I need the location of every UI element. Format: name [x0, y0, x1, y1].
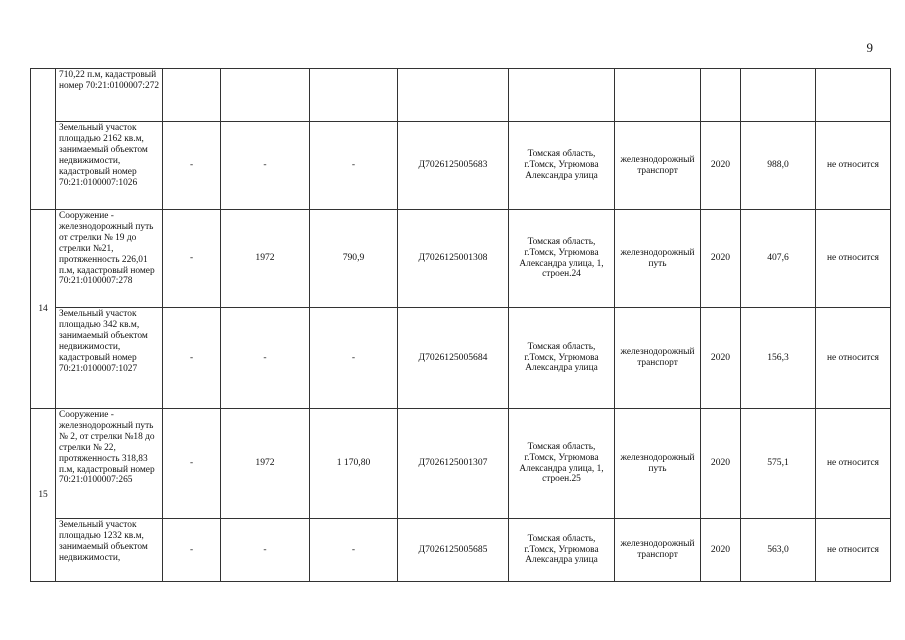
cell-col3: -	[163, 122, 221, 210]
cell-year: -	[221, 519, 310, 582]
cell-value: 407,6	[741, 210, 816, 308]
cell-category: железнодорожный транспорт	[615, 308, 701, 409]
cell-value: 988,0	[741, 122, 816, 210]
cell-area: -	[310, 519, 398, 582]
property-register-table	[30, 68, 891, 582]
cell-address: Томская область, г.Томск, Угрюмова Александра улица, 1, строен.24	[509, 210, 615, 308]
page-number: 9	[866, 40, 873, 55]
cell-code: Д7026125005684	[398, 308, 509, 409]
cell-category: железнодорожный путь	[615, 409, 701, 519]
cell-code	[398, 69, 509, 122]
cell-year: 1972	[221, 210, 310, 308]
cell-col3	[163, 69, 221, 122]
cell-status	[816, 69, 891, 122]
table-row	[31, 409, 891, 519]
table-row	[31, 308, 891, 409]
table-row	[31, 122, 891, 210]
cell-status: не относится	[816, 308, 891, 409]
cell-report-year: 2020	[701, 210, 741, 308]
object-description: Сооружение - железнодорожный путь от стрелки № 19 до стрелки №21, протяженность 226,01 п.м, кадастровый номер 70:21:0100007:278	[56, 210, 163, 308]
cell-status: не относится	[816, 122, 891, 210]
cell-address: Томская область, г.Томск, Угрюмова Александра улица, 1, строен.25	[509, 409, 615, 519]
cell-report-year: 2020	[701, 122, 741, 210]
cell-category: железнодорожный путь	[615, 210, 701, 308]
cell-status: не относится	[816, 210, 891, 308]
cell-value: 563,0	[741, 519, 816, 582]
cell-col3: -	[163, 409, 221, 519]
table-row	[31, 210, 891, 308]
cell-area	[310, 69, 398, 122]
cell-code: Д7026125001307	[398, 409, 509, 519]
cell-area: 790,9	[310, 210, 398, 308]
object-description: Земельный участок площадью 1232 кв.м, занимаемый объектом недвижимости,	[56, 519, 163, 582]
cell-col3: -	[163, 210, 221, 308]
cell-address: Томская область, г.Томск, Угрюмова Александра улица	[509, 308, 615, 409]
cell-year: -	[221, 308, 310, 409]
row-group-number: 14	[31, 210, 56, 409]
cell-code: Д7026125005685	[398, 519, 509, 582]
cell-address: Томская область, г.Томск, Угрюмова Александра улица	[509, 122, 615, 210]
cell-category: железнодорожный транспорт	[615, 122, 701, 210]
cell-value	[741, 69, 816, 122]
cell-category: железнодорожный транспорт	[615, 519, 701, 582]
cell-address: Томская область, г.Томск, Угрюмова Александра улица	[509, 519, 615, 582]
cell-col3: -	[163, 308, 221, 409]
cell-address	[509, 69, 615, 122]
cell-code: Д7026125005683	[398, 122, 509, 210]
cell-status: не относится	[816, 519, 891, 582]
cell-area: -	[310, 122, 398, 210]
cell-code: Д7026125001308	[398, 210, 509, 308]
cell-area: -	[310, 308, 398, 409]
cell-col3: -	[163, 519, 221, 582]
cell-report-year	[701, 69, 741, 122]
object-description: 710,22 п.м, кадастровый номер 70:21:0100007:272	[56, 69, 163, 122]
cell-value: 156,3	[741, 308, 816, 409]
cell-year: -	[221, 122, 310, 210]
object-description: Сооружение - железнодорожный путь № 2, от стрелки №18 до стрелки № 22, протяженность 318,83 п.м, кадастровый номер 70:21:0100007:265	[56, 409, 163, 519]
table-row	[31, 519, 891, 582]
cell-category	[615, 69, 701, 122]
row-group-number	[31, 69, 56, 210]
cell-year	[221, 69, 310, 122]
cell-report-year: 2020	[701, 409, 741, 519]
object-description: Земельный участок площадью 2162 кв.м, занимаемый объектом недвижимости, кадастровый номер 70:21:0100007:1026	[56, 122, 163, 210]
cell-year: 1972	[221, 409, 310, 519]
cell-value: 575,1	[741, 409, 816, 519]
cell-report-year: 2020	[701, 308, 741, 409]
table-row	[31, 69, 891, 122]
cell-status: не относится	[816, 409, 891, 519]
cell-area: 1 170,80	[310, 409, 398, 519]
object-description: Земельный участок площадью 342 кв.м, занимаемый объектом недвижимости, кадастровый номер 70:21:0100007:1027	[56, 308, 163, 409]
cell-report-year: 2020	[701, 519, 741, 582]
row-group-number: 15	[31, 409, 56, 582]
